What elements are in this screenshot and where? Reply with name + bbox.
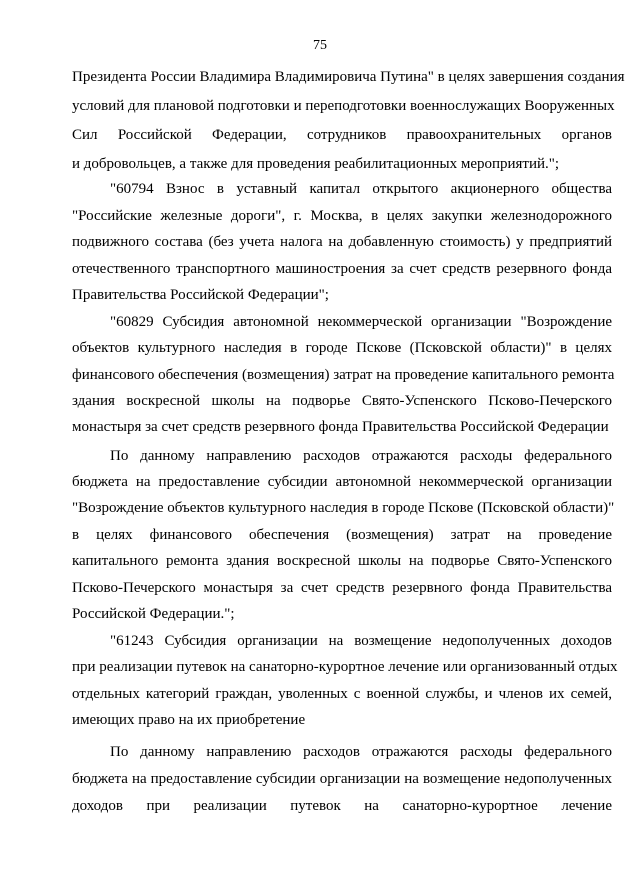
text-line: По данному направлению расходов отражаются расходы федерального <box>110 744 612 760</box>
text-line: при реализации путевок на санаторно-курортное лечение или организованный отдых <box>72 659 618 675</box>
text-line: в целях финансового обеспечения (возмещения) затрат на проведение <box>72 527 612 543</box>
text-line: "60794 Взнос в уставный капитал открытого акционерного общества <box>110 181 612 197</box>
text-line: доходов при реализации путевок на санаторно-курортное лечение <box>72 798 612 814</box>
text-line: отдельных категорий граждан, уволенных с военной службы, и членов их семей, <box>72 686 612 702</box>
text-line: имеющих право на их приобретение <box>72 712 306 728</box>
text-line: Псково-Печерского монастыря за счет средств резервного фонда Правительства <box>72 580 612 596</box>
text-line: Российской Федерации."; <box>72 606 235 622</box>
text-line: монастыря за счет средств резервного фонда Правительства Российской Федерации <box>72 419 609 435</box>
text-line: Президента России Владимира Владимировича Путина" в целях завершения создания <box>72 69 625 85</box>
text-line: и добровольцев, а также для проведения реабилитационных мероприятий."; <box>72 156 560 172</box>
text-line: Правительства Российской Федерации"; <box>72 287 329 303</box>
text-line: "Возрождение объектов культурного наследия в городе Пскове (Псковской области)" <box>72 500 615 516</box>
text-line: объектов культурного наследия в городе Пскове (Псковской области)" в целях <box>72 340 612 356</box>
text-line: отечественного транспортного машиностроения за счет средств резервного фонда <box>72 261 612 277</box>
text-line: условий для плановой подготовки и переподготовки военнослужащих Вооруженных <box>72 98 615 114</box>
text-line: "61243 Субсидия организации на возмещение недополученных доходов <box>110 633 612 649</box>
text-line: здания воскресной школы на подворье Свято-Успенского Псково-Печерского <box>72 393 612 409</box>
text-line: "Российские железные дороги", г. Москва, в целях закупки железнодорожного <box>72 208 612 224</box>
page-number: 75 <box>313 38 327 53</box>
text-line: Сил Российской Федерации, сотрудников правоохранительных органов <box>72 127 612 143</box>
text-line: финансового обеспечения (возмещения) затрат на проведение капитального ремонта <box>72 367 615 383</box>
text-line: капитального ремонта здания воскресной школы на подворье Свято-Успенского <box>72 553 612 569</box>
text-line: подвижного состава (без учета налога на добавленную стоимость) у предприятий <box>72 234 612 250</box>
text-line: бюджета на предоставление субсидии автономной некоммерческой организации <box>72 474 612 490</box>
text-line: По данному направлению расходов отражаются расходы федерального <box>110 448 612 464</box>
text-line: бюджета на предоставление субсидии организации на возмещение недополученных <box>72 771 612 787</box>
text-line: "60829 Субсидия автономной некоммерческой организации "Возрождение <box>110 314 612 330</box>
